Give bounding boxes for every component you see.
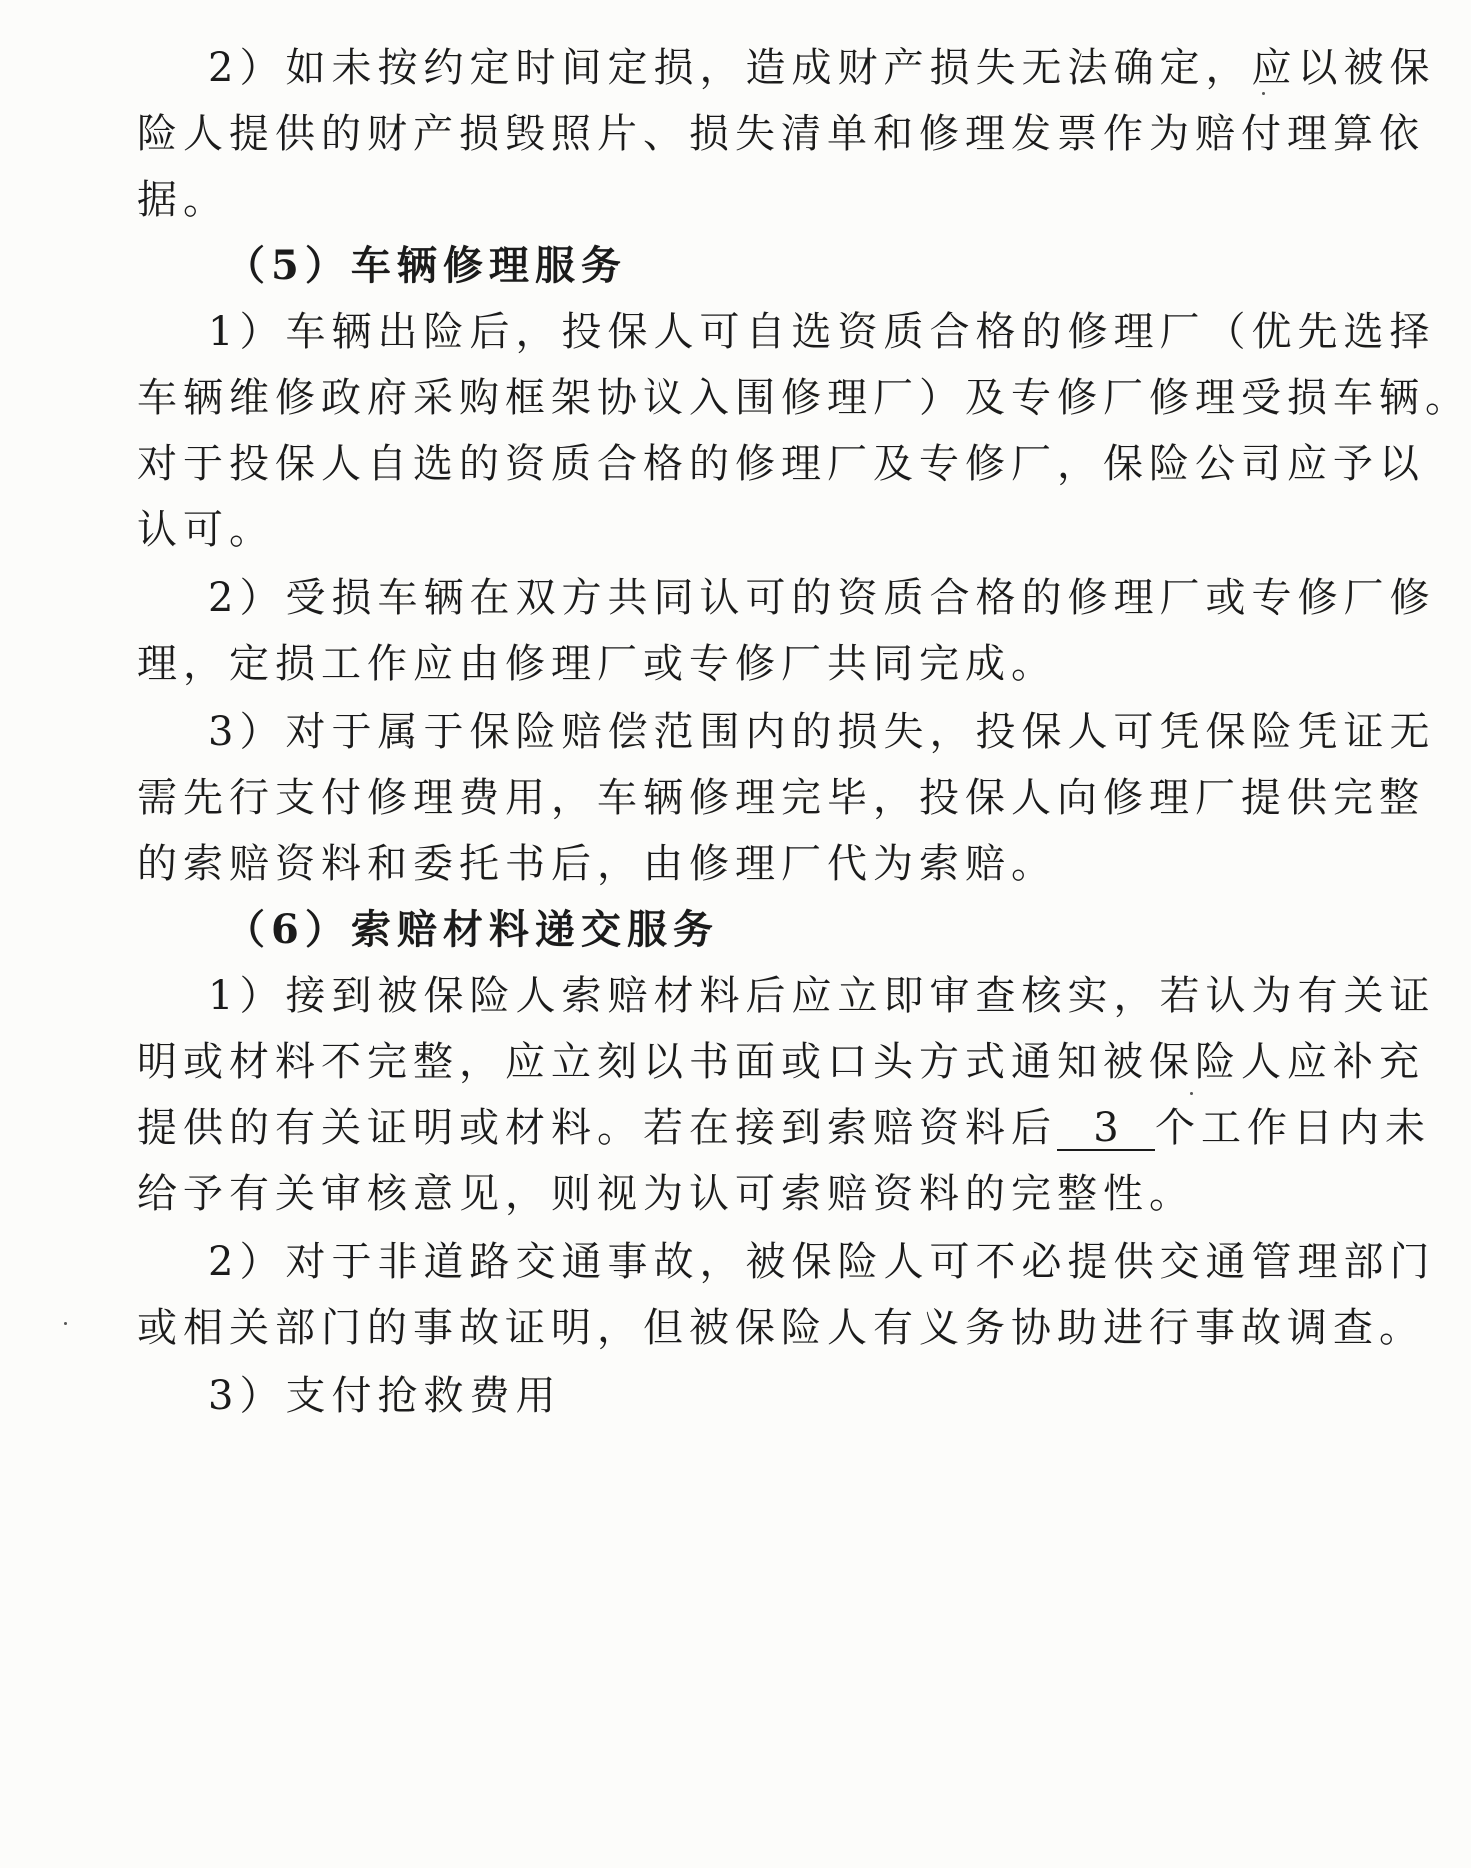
paragraph-line: 险人提供的财产损毁照片、损失清单和修理发票作为赔付理算依: [137, 111, 1425, 157]
blank-prefix-text: 提供的有关证明或材料。若在接到索赔资料后: [137, 1105, 1057, 1151]
paragraph-line: 3）对于属于保险赔偿范围内的损失，投保人可凭保险凭证无: [208, 709, 1436, 755]
section-heading: （5）车辆修理服务: [225, 242, 627, 289]
paragraph-line: 认可。: [137, 507, 275, 553]
scan-speck: [1190, 1092, 1193, 1095]
paragraph-line-with-blank: [137, 1104, 1431, 1152]
days-filled-blank: 3: [1057, 1107, 1155, 1151]
paragraph-line: 的索赔资料和委托书后，由修理厂代为索赔。: [137, 841, 1057, 887]
paragraph-line: 2）对于非道路交通事故，被保险人可不必提供交通管理部门: [208, 1239, 1436, 1285]
scan-speck: [64, 1322, 67, 1325]
paragraph-line: 给予有关审核意见，则视为认可索赔资料的完整性。: [137, 1171, 1195, 1217]
paragraph-line: 1）接到被保险人索赔材料后应立即审查核实，若认为有关证: [208, 973, 1436, 1019]
paragraph-line: 2）受损车辆在双方共同认可的资质合格的修理厂或专修厂修: [208, 575, 1436, 621]
paragraph-line: 明或材料不完整，应立刻以书面或口头方式通知被保险人应补充: [137, 1039, 1425, 1085]
paragraph-line: 1）车辆出险后，投保人可自选资质合格的修理厂（优先选择: [208, 309, 1436, 355]
scan-speck: [1262, 92, 1265, 95]
paragraph-line: 据。: [137, 177, 229, 223]
paragraph-line: 2）如未按约定时间定损，造成财产损失无法确定，应以被保: [208, 45, 1436, 91]
blank-suffix-text: 个工作日内未: [1155, 1105, 1431, 1151]
paragraph-line: 理，定损工作应由修理厂或专修厂共同完成。: [137, 641, 1057, 687]
paragraph-line: 需先行支付修理费用，车辆修理完毕，投保人向修理厂提供完整: [137, 775, 1425, 821]
paragraph-line: 车辆维修政府采购框架协议入围修理厂）及专修厂修理受损车辆。: [137, 375, 1471, 421]
paragraph-line: 对于投保人自选的资质合格的修理厂及专修厂，保险公司应予以: [137, 441, 1425, 487]
paragraph-line: 3）支付抢救费用: [208, 1373, 562, 1419]
paragraph-line: 或相关部门的事故证明，但被保险人有义务协助进行事故调查。: [137, 1305, 1425, 1351]
section-heading: （6）索赔材料递交服务: [225, 906, 719, 953]
